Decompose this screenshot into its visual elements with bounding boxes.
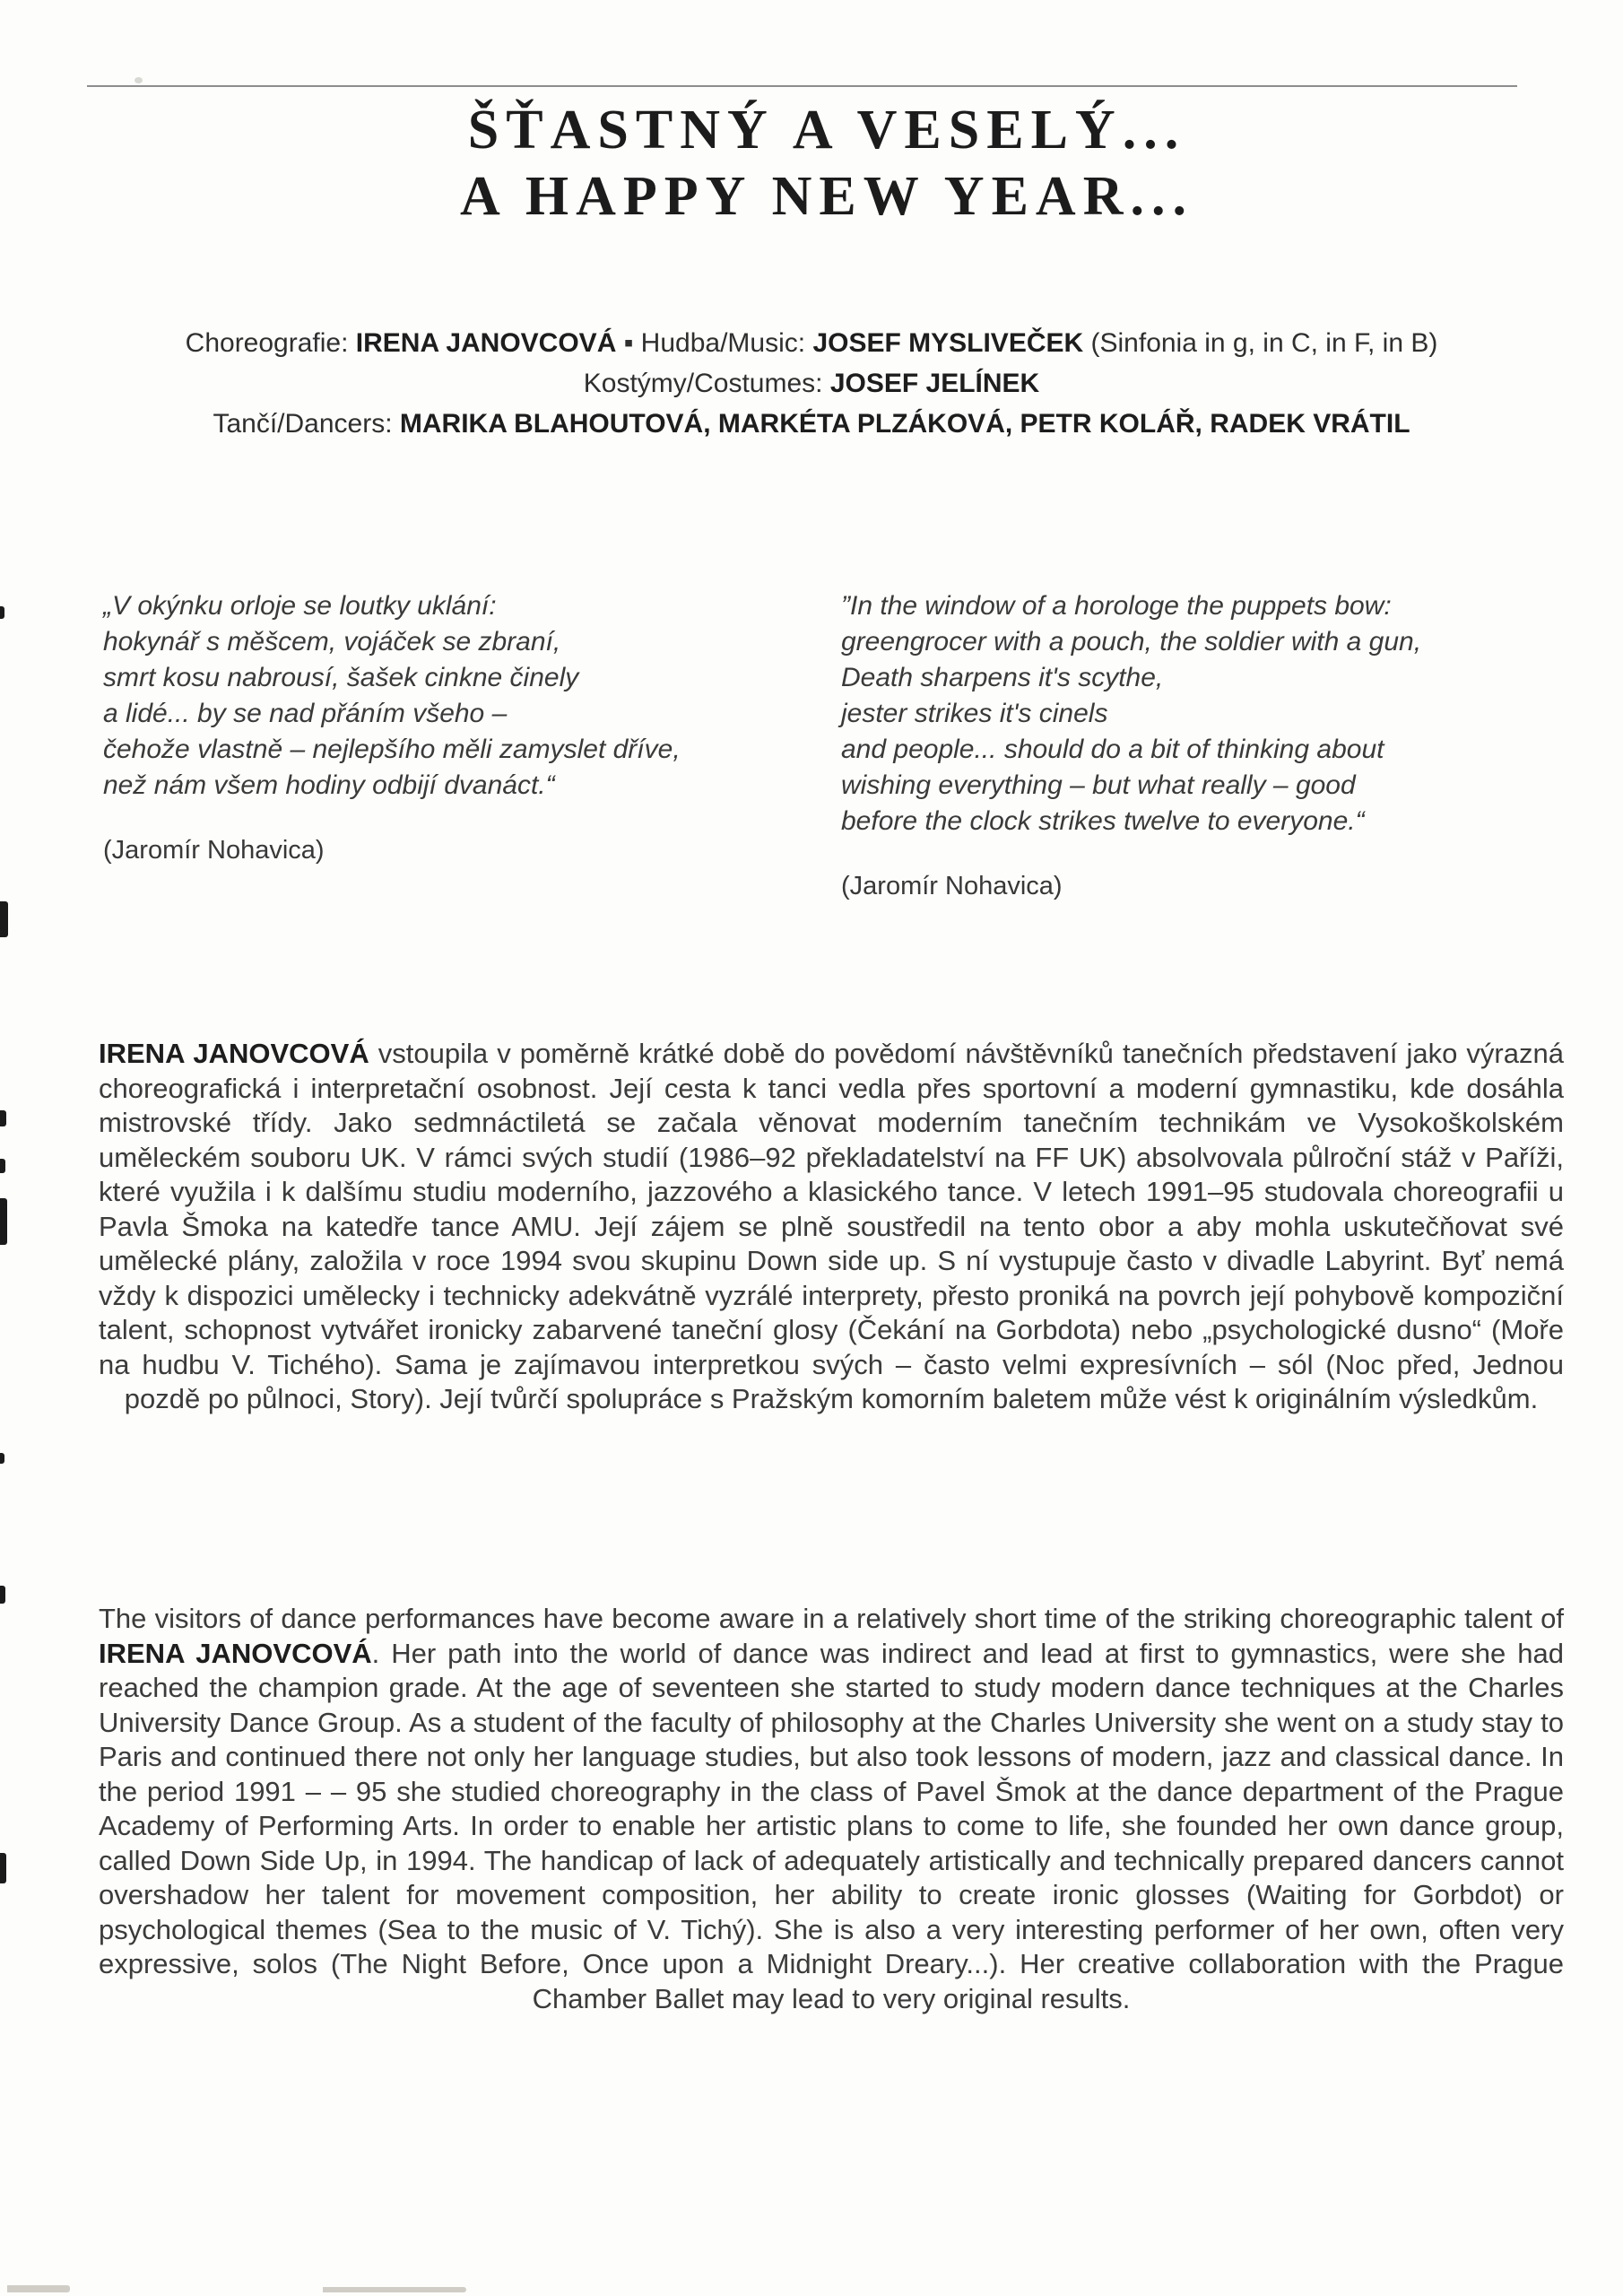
poem-line: ”In the window of a horologe the puppets bow: — [841, 591, 1392, 621]
scan-edge-artifact — [0, 1159, 5, 1173]
name-emphasis: JOSEF JELÍNEK — [829, 369, 1040, 398]
text-segment: . Her path into the world of dance was indirect and lead at first to gymnastics, were she had reached the champion grade. At the age of seventeen she started to study modern dance techniques at the Charles University Dance Group. As a student of the faculty of philosophy at the Charles University she went on a study stay to Paris and continued there not only her language studies, but also took lessons of modern, jazz and classical dance. In the period 1991 – – 95 she studied choreography in the class of Pavel Šmok at the dance department of the Prague Academy of Performing Arts. In order to enable her artistic plans to come to life, she founded her own dance group, called Down Side Up, in 1994. The handicap of lack of adequately artistically and technically prepared dancers cannot overshadow her talent for movement composition, her ability to create ironic glosses (Waiting for Gorbdot) or psychological themes (Sea to the music of V. Tichý). She is also a very interesting performer of her own, often very expressive, solos (The Night Before, Once upon a Midnight Dreary...). Her creative collaboration with the Prague Chamber Ballet may lead to very original results. — [99, 1637, 1572, 2014]
poem-line: and people... should do a bit of thinking about — [841, 735, 1384, 764]
poem-line: „V okýnku orloje se loutky uklání: — [103, 591, 497, 621]
poem-line: čehože vlastně – nejlepšího měli zamyslet dříve, — [103, 735, 681, 764]
text-segment: (Sinfonia in g, in C, in F, in B) — [1083, 328, 1438, 358]
text-segment: ▪ Hudba/Music: — [616, 328, 813, 358]
poem-czech-column — [103, 588, 834, 868]
name-emphasis: MARIKA BLAHOUTOVÁ, MARKÉTA PLZÁKOVÁ, PETR KOLÁŘ, RADEK VRÁTIL — [399, 409, 1410, 439]
page-title — [94, 97, 1559, 230]
scan-edge-artifact — [0, 1453, 4, 1464]
credit-line-choreography-music — [49, 323, 1574, 363]
scan-edge-artifact — [0, 1110, 6, 1126]
biography-english — [99, 1602, 1572, 2016]
text-segment: The visitors of dance performances have become aware in a relatively short time of the striking choreographic talent of — [99, 1603, 1572, 1634]
scan-edge-artifact — [0, 1586, 5, 1604]
scan-speck — [135, 77, 143, 83]
poem-line: hokynář s měšcem, vojáček se zbraní, — [103, 627, 561, 657]
credit-line-costumes — [49, 363, 1574, 404]
poem-line: smrt kosu nabrousí, šašek cinkne činely — [103, 663, 579, 692]
poem-line: než nám všem hodiny odbijí dvanáct.“ — [103, 770, 555, 800]
text-segment: Kostýmy/Costumes: — [583, 369, 830, 398]
scan-edge-artifact — [0, 1198, 7, 1245]
text-segment: Choreografie: — [185, 328, 356, 358]
name-emphasis: IRENA JANOVCOVÁ — [99, 1637, 372, 1669]
poem-line: greengrocer with a pouch, the soldier with a gun, — [841, 627, 1422, 657]
poem-czech-attribution: (Jaromír Nohavica) — [103, 836, 325, 865]
poem-line: before the clock strikes twelve to everyone.“ — [841, 806, 1365, 836]
poem-line: wishing everything – but what really – good — [841, 770, 1356, 800]
biography-czech — [99, 1037, 1572, 1417]
scan-edge-artifact — [0, 901, 8, 937]
title-czech: ŠŤASTNÝ A VESELÝ... — [467, 100, 1186, 161]
scan-edge-artifact — [0, 606, 4, 619]
title-english: A HAPPY NEW YEAR... — [460, 166, 1193, 227]
scan-edge-artifact — [0, 1853, 6, 1883]
poem-line: a lidé... by se nad přáním všeho – — [103, 699, 508, 728]
poem-english-lines — [841, 588, 1572, 839]
poem-english-attribution: (Jaromír Nohavica) — [841, 872, 1063, 900]
scan-edge-artifact — [323, 2287, 466, 2292]
credit-line-dancers — [49, 404, 1574, 444]
poem-english-column — [841, 588, 1572, 904]
scan-edge-artifact — [7, 2285, 70, 2292]
credits-block — [49, 323, 1574, 444]
name-emphasis: IRENA JANOVCOVÁ — [355, 328, 617, 358]
text-segment: vstoupila v poměrně krátké době do povědomí návštěvníků tanečních představení jako výrazná choreografická i interpretační osobnost. Její cesta k tanci vedla přes sportovní a moderní gymnastiku, kde dosáhla mistrovské třídy. Jako sedmnáctiletá se začala věnovat moderním tanečním technikám ve Vysokoškolském uměleckém souboru UK. V rámci svých studií (1986–92 překladatelství na FF UK) absolvovala půlroční stáž v Paříži, které využila i k dalšímu studiu moderního, jazzového a klasického tance. V letech 1991–95 studovala choreografii u Pavla Šmoka na katedře tance AMU. Její zájem se plně soustředil na tento obor a aby mohla uskutečňovat své umělecké plány, založila v roce 1994 svou skupinu Down side up. S ní vystupuje často v divadle Labyrint. Byť nemá vždy k dispozici umělecky i technicky adekvátně vyzrálé interprety, přesto proniká na povrch její pohybově kompoziční talent, schopnost vytvářet ironicky zabarvené taneční glosy (Čekání na Gorbdota) nebo „psychologické dusno“ (Moře na hudbu V. Tichého). Sama je zajímavou interpretkou svých – často velmi expresívních – sól (Noc před, Jednou pozdě po půlnoci, Story). Její tvůrčí spolupráce s Pražským komorním baletem může vést k originálním výsledkům. — [99, 1038, 1572, 1414]
name-emphasis: JOSEF MYSLIVEČEK — [812, 328, 1084, 358]
poem-line: jester strikes it's cinels — [841, 699, 1108, 728]
poem-czech-lines — [103, 588, 834, 804]
poem-line: Death sharpens it's scythe, — [841, 663, 1164, 692]
text-segment: Tančí/Dancers: — [213, 409, 400, 439]
name-emphasis: IRENA JANOVCOVÁ — [99, 1038, 369, 1069]
top-divider-rule — [87, 85, 1517, 87]
